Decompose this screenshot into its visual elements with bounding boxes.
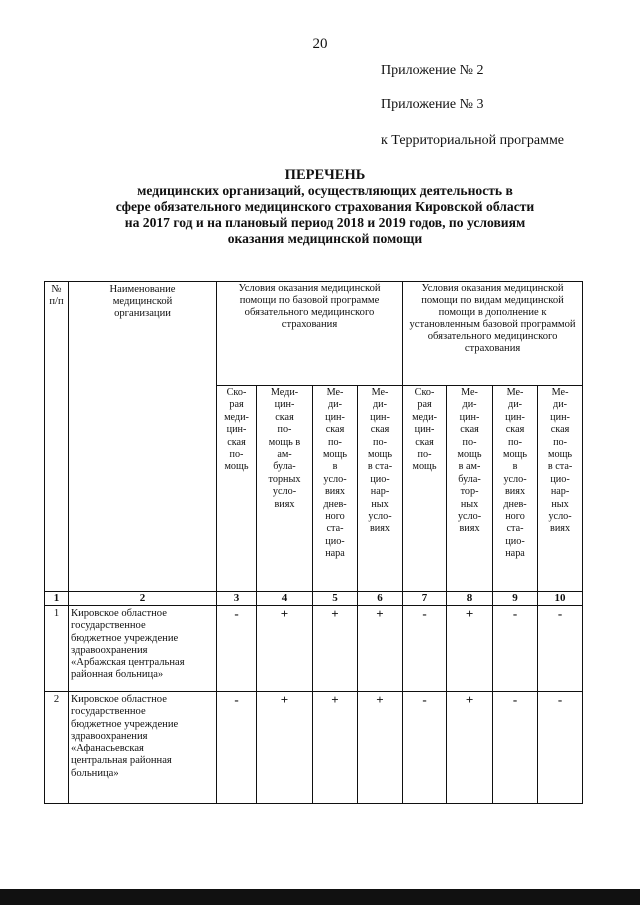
- header-row-groups: [45, 282, 583, 386]
- condition-mark: -: [403, 606, 447, 692]
- page-number: 20: [312, 36, 328, 52]
- column-number: 9: [493, 592, 538, 606]
- title-main: ПЕРЕЧЕНЬ: [284, 167, 366, 183]
- condition-mark: -: [217, 692, 257, 804]
- table-row: [45, 606, 583, 692]
- column-number: 8: [447, 592, 493, 606]
- row-number: 2: [45, 692, 69, 804]
- condition-mark: -: [403, 692, 447, 804]
- column-number: 7: [403, 592, 447, 606]
- column-number: 4: [257, 592, 313, 606]
- subheader-extra-day-hospital: Ме- ди- цин- ская по- мощь в услo- виях днев- ного ста- цио- нара: [493, 386, 538, 592]
- organizations-table: [44, 281, 583, 804]
- condition-mark: +: [257, 692, 313, 804]
- title-line-3: на 2017 год и на плановый период 2018 и 2019 годов, по условиям: [124, 215, 526, 230]
- condition-mark: -: [538, 692, 583, 804]
- condition-mark: -: [493, 606, 538, 692]
- column-number: 2: [69, 592, 217, 606]
- condition-mark: +: [358, 606, 403, 692]
- organization-name: Кировское областное государственное бюджетное учреждение здравоохранения «Афанасьевская центральная районная больница»: [69, 692, 217, 804]
- subheader-basic-day-hospital: Ме- ди- цин- ская по- мощь в услo- виях днев- ного ста- цио- нара: [313, 386, 358, 592]
- header-group-extra: Условия оказания медицинской помощи по видам медицинской помощи в дополнение к установленным базовой программой обязательного медицинского страхования: [403, 282, 583, 386]
- row-number: 1: [45, 606, 69, 692]
- table-row: [45, 692, 583, 804]
- column-number: 1: [45, 592, 69, 606]
- condition-mark: +: [313, 606, 358, 692]
- column-number: 6: [358, 592, 403, 606]
- subheader-basic-outpatient: Меди- цин- ская по- мощь в ам- була- торных усло- виях: [257, 386, 313, 592]
- condition-mark: -: [493, 692, 538, 804]
- title-line-2: сфере обязательного медицинского страхования Кировской области: [115, 199, 535, 214]
- condition-mark: +: [447, 606, 493, 692]
- column-number-row: [45, 592, 583, 606]
- appendix-3-label: Приложение № 3: [381, 97, 484, 112]
- document-title: [60, 167, 590, 247]
- header-name: Наименование медицинской организации: [69, 282, 217, 592]
- condition-mark: +: [313, 692, 358, 804]
- column-number: 5: [313, 592, 358, 606]
- condition-mark: -: [217, 606, 257, 692]
- scan-bottom-edge: [0, 889, 640, 905]
- subheader-basic-inpatient: Ме- ди- цин- ская по- мощь в ста- цио- нар- ных усло- виях: [358, 386, 403, 592]
- subheader-basic-emergency: Ско- рая меди- цин- ская по- мощь: [217, 386, 257, 592]
- subheader-extra-inpatient: Ме- ди- цин- ская по- мощь в ста- цио- нар- ных усло- виях: [538, 386, 583, 592]
- territorial-program-label: к Территориальной программе: [381, 133, 565, 148]
- subheader-extra-emergency: Ско- рая меди- цин- ская по- мощь: [403, 386, 447, 592]
- column-number: 10: [538, 592, 583, 606]
- condition-mark: -: [538, 606, 583, 692]
- condition-mark: +: [358, 692, 403, 804]
- title-line-1: медицинских организаций, осуществляющих деятельность в: [137, 183, 513, 198]
- organization-name: Кировское областное государственное бюджетное учреждение здравоохранения «Арбажская центральная районная больница»: [69, 606, 217, 692]
- header-no: № п/п: [45, 282, 69, 592]
- subheader-extra-outpatient: Ме- ди- цин- ская по- мощь в ам- була- тор- ных усло- виях: [447, 386, 493, 592]
- condition-mark: +: [257, 606, 313, 692]
- title-line-4: оказания медицинской помощи: [227, 231, 423, 246]
- header-group-basic: Условия оказания медицинской помощи по базовой программе обязательного медицинского страхования: [217, 282, 403, 386]
- appendix-2-label: Приложение № 2: [381, 63, 484, 78]
- column-number: 3: [217, 592, 257, 606]
- condition-mark: +: [447, 692, 493, 804]
